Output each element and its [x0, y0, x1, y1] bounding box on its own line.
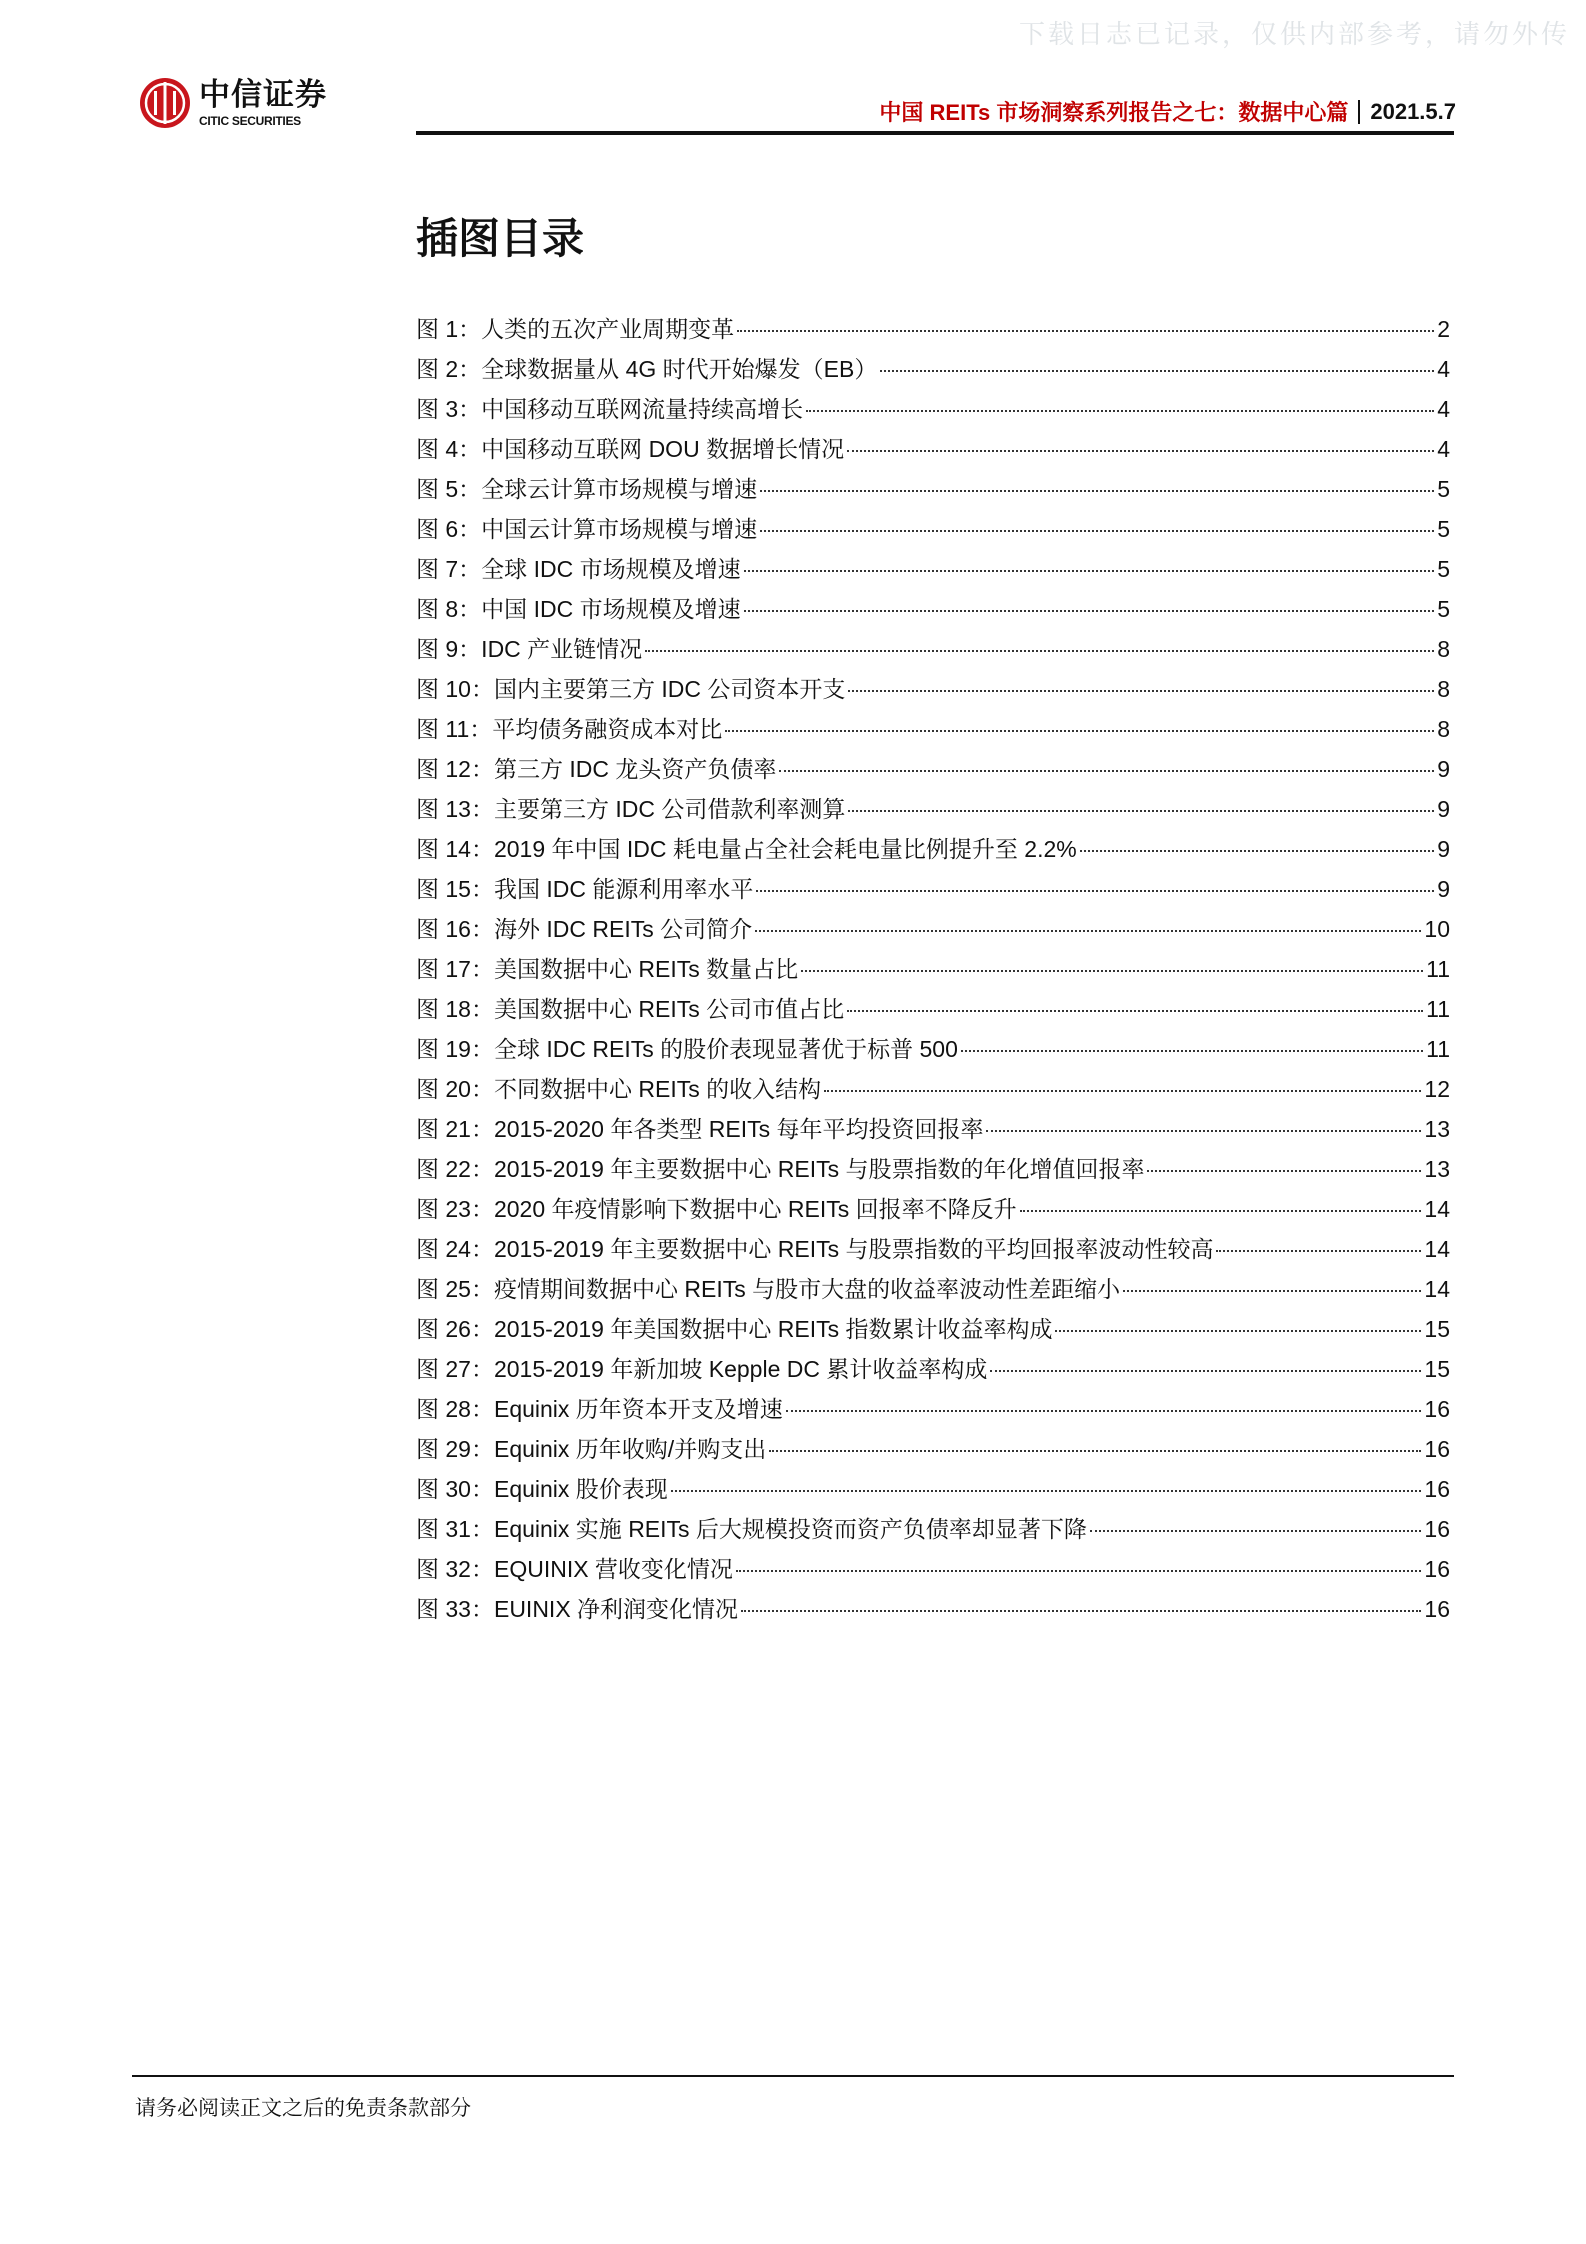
toc-entry[interactable]	[416, 1553, 1450, 1593]
toc-dot-leader	[755, 930, 1421, 932]
citic-logo-icon	[139, 77, 191, 129]
toc-entry-label: 图 26：2015-2019 年美国数据中心 REITs 指数累计收益率构成	[416, 1316, 1053, 1342]
toc-entry[interactable]	[416, 673, 1450, 713]
toc-entry-label: 图 33：EUINIX 净利润变化情况	[416, 1596, 739, 1622]
toc-entry[interactable]	[416, 1033, 1450, 1073]
toc-entry-page: 9	[1437, 756, 1450, 782]
toc-dot-leader	[760, 490, 1434, 492]
toc-dot-leader	[736, 1570, 1421, 1572]
toc-entry-page: 5	[1437, 596, 1450, 622]
toc-dot-leader	[744, 570, 1435, 572]
toc-dot-leader	[760, 530, 1434, 532]
toc-dot-leader	[986, 1130, 1421, 1132]
toc-entry-page: 16	[1424, 1516, 1450, 1542]
toc-entry-label: 图 18：美国数据中心 REITs 公司市值占比	[416, 996, 845, 1022]
toc-entry-page: 9	[1437, 796, 1450, 822]
toc-dot-leader	[990, 1370, 1421, 1372]
toc-entry-label: 图 7：全球 IDC 市场规模及增速	[416, 556, 741, 582]
toc-dot-leader	[671, 1490, 1422, 1492]
toc-dot-leader	[741, 1610, 1421, 1612]
toc-entry[interactable]	[416, 833, 1450, 873]
footer-rule	[132, 2075, 1454, 2077]
toc-entry-page: 14	[1424, 1236, 1450, 1262]
toc-entry[interactable]	[416, 353, 1450, 393]
toc-entry-label: 图 9：IDC 产业链情况	[416, 636, 643, 662]
header-rule	[416, 131, 1454, 135]
toc-entry[interactable]	[416, 953, 1450, 993]
toc-entry-page: 14	[1424, 1276, 1450, 1302]
toc-entry[interactable]	[416, 1313, 1450, 1353]
toc-entry-label: 图 22：2015-2019 年主要数据中心 REITs 与股票指数的年化增值回报率	[416, 1156, 1145, 1182]
toc-dot-leader	[725, 730, 1434, 732]
toc-entry[interactable]	[416, 1513, 1450, 1553]
toc-entry-page: 4	[1437, 436, 1450, 462]
toc-entry-page: 4	[1437, 356, 1450, 382]
toc-entry-label: 图 31：Equinix 实施 REITs 后大规模投资而资产负债率却显著下降	[416, 1516, 1087, 1542]
toc-dot-leader	[1055, 1330, 1421, 1332]
toc-entry-page: 9	[1437, 876, 1450, 902]
footer-disclaimer: 请务必阅读正文之后的免责条款部分	[135, 2097, 471, 2120]
toc-entry[interactable]	[416, 1113, 1450, 1153]
toc-entry-page: 16	[1424, 1476, 1450, 1502]
toc-entry[interactable]	[416, 433, 1450, 473]
report-date: 2021.5.7	[1370, 98, 1456, 124]
toc-entry[interactable]	[416, 1473, 1450, 1513]
toc-entry-label: 图 13：主要第三方 IDC 公司借款利率测算	[416, 796, 846, 822]
toc-entry-label: 图 10：国内主要第三方 IDC 公司资本开支	[416, 676, 846, 702]
toc-dot-leader	[848, 810, 1434, 812]
toc-entry-label: 图 16：海外 IDC REITs 公司简介	[416, 916, 753, 942]
toc-entry[interactable]	[416, 1193, 1450, 1233]
toc-entry-label: 图 30：Equinix 股价表现	[416, 1476, 668, 1502]
toc-entry-page: 15	[1424, 1316, 1450, 1342]
toc-entry-label: 图 8：中国 IDC 市场规模及增速	[416, 596, 741, 622]
toc-entry[interactable]	[416, 873, 1450, 913]
toc-entry[interactable]	[416, 793, 1450, 833]
toc-dot-leader	[824, 1090, 1421, 1092]
toc-entry[interactable]	[416, 913, 1450, 953]
header-separator	[1358, 100, 1360, 124]
toc-entry-label: 图 19：全球 IDC REITs 的股价表现显著优于标普 500	[416, 1036, 958, 1062]
toc-dot-leader	[779, 770, 1434, 772]
toc-entry[interactable]	[416, 313, 1450, 353]
toc-entry-label: 图 27：2015-2019 年新加坡 Kepple DC 累计收益率构成	[416, 1356, 988, 1382]
report-title: 中国 REITs 市场洞察系列报告之七：数据中心篇	[879, 100, 1349, 125]
toc-dot-leader	[744, 610, 1435, 612]
toc-dot-leader	[801, 970, 1423, 972]
toc-entry-label: 图 32：EQUINIX 营收变化情况	[416, 1556, 733, 1582]
toc-dot-leader	[756, 890, 1434, 892]
toc-entry-page: 8	[1437, 676, 1450, 702]
figure-toc	[416, 313, 1450, 1633]
toc-entry-label: 图 15：我国 IDC 能源利用率水平	[416, 876, 754, 902]
toc-entry-page: 2	[1437, 316, 1450, 342]
toc-entry-label: 图 12：第三方 IDC 龙头资产负债率	[416, 756, 777, 782]
logo-en-text: CITIC SECURITIES	[199, 113, 301, 128]
toc-entry-page: 11	[1426, 956, 1450, 982]
toc-entry-page: 16	[1424, 1396, 1450, 1422]
toc-entry[interactable]	[416, 1593, 1450, 1633]
toc-entry-label: 图 23：2020 年疫情影响下数据中心 REITs 回报率不降反升	[416, 1196, 1017, 1222]
toc-entry[interactable]	[416, 993, 1450, 1033]
toc-entry-label: 图 14：2019 年中国 IDC 耗电量占全社会耗电量比例提升至 2.2%	[416, 836, 1077, 862]
toc-entry[interactable]	[416, 593, 1450, 633]
toc-entry-label: 图 24：2015-2019 年主要数据中心 REITs 与股票指数的平均回报率波动性较高	[416, 1236, 1214, 1262]
toc-entry-page: 15	[1424, 1356, 1450, 1382]
toc-entry-page: 16	[1424, 1556, 1450, 1582]
toc-entry-label: 图 21：2015-2020 年各类型 REITs 每年平均投资回报率	[416, 1116, 984, 1142]
toc-entry-page: 5	[1437, 556, 1450, 582]
toc-entry-page: 13	[1424, 1156, 1450, 1182]
toc-dot-leader	[1216, 1250, 1421, 1252]
toc-entry[interactable]	[416, 513, 1450, 553]
report-header	[879, 96, 1456, 127]
toc-entry-page: 14	[1424, 1196, 1450, 1222]
toc-dot-leader	[1147, 1170, 1421, 1172]
toc-entry-label: 图 28：Equinix 历年资本开支及增速	[416, 1396, 783, 1422]
toc-dot-leader	[645, 650, 1434, 652]
toc-entry[interactable]	[416, 633, 1450, 673]
toc-entry-label: 图 29：Equinix 历年收购/并购支出	[416, 1436, 767, 1462]
toc-entry-label: 图 6：中国云计算市场规模与增速	[416, 516, 758, 542]
toc-dot-leader	[880, 370, 1434, 372]
citic-logo	[139, 77, 327, 129]
toc-entry[interactable]	[416, 553, 1450, 593]
toc-dot-leader	[1123, 1290, 1421, 1292]
toc-entry[interactable]	[416, 1073, 1450, 1113]
toc-entry-label: 图 17：美国数据中心 REITs 数量占比	[416, 956, 799, 982]
toc-entry-label: 图 5：全球云计算市场规模与增速	[416, 476, 758, 502]
toc-entry[interactable]	[416, 753, 1450, 793]
toc-dot-leader	[806, 410, 1434, 412]
toc-dot-leader	[961, 1050, 1423, 1052]
toc-entry-page: 12	[1424, 1076, 1450, 1102]
toc-dot-leader	[1020, 1210, 1422, 1212]
toc-entry[interactable]	[416, 1273, 1450, 1313]
toc-entry[interactable]	[416, 1393, 1450, 1433]
toc-entry-label: 图 4：中国移动互联网 DOU 数据增长情况	[416, 436, 845, 462]
toc-dot-leader	[848, 690, 1434, 692]
toc-entry-page: 13	[1424, 1116, 1450, 1142]
toc-dot-leader	[1090, 1530, 1421, 1532]
toc-entry[interactable]	[416, 473, 1450, 513]
toc-entry-label: 图 11：平均债务融资成本对比	[416, 716, 723, 742]
toc-entry-page: 9	[1437, 836, 1450, 862]
toc-entry-page: 10	[1424, 916, 1450, 942]
toc-entry-label: 图 1：人类的五次产业周期变革	[416, 316, 735, 342]
toc-entry[interactable]	[416, 393, 1450, 433]
toc-entry-page: 11	[1426, 996, 1450, 1022]
toc-entry-label: 图 2：全球数据量从 4G 时代开始爆发（EB）	[416, 356, 878, 382]
watermark: 下载日志已记录，仅供内部参考，请勿外传	[1018, 20, 1570, 50]
toc-dot-leader	[769, 1450, 1421, 1452]
toc-entry-page: 5	[1437, 516, 1450, 542]
page-title: 插图目录	[416, 215, 585, 262]
toc-dot-leader	[847, 450, 1434, 452]
toc-entry[interactable]	[416, 713, 1450, 753]
toc-entry-page: 16	[1424, 1436, 1450, 1462]
toc-dot-leader	[786, 1410, 1422, 1412]
logo-cn-text: 中信证券	[199, 76, 327, 113]
toc-entry[interactable]	[416, 1233, 1450, 1273]
toc-entry-page: 16	[1424, 1596, 1450, 1622]
toc-dot-leader	[1080, 850, 1434, 852]
toc-entry-page: 8	[1437, 716, 1450, 742]
toc-entry-page: 11	[1426, 1036, 1450, 1062]
toc-entry-label: 图 25：疫情期间数据中心 REITs 与股市大盘的收益率波动性差距缩小	[416, 1276, 1121, 1302]
toc-entry-page: 8	[1437, 636, 1450, 662]
toc-dot-leader	[737, 330, 1434, 332]
toc-entry-label: 图 3：中国移动互联网流量持续高增长	[416, 396, 804, 422]
toc-dot-leader	[847, 1010, 1423, 1012]
toc-entry-page: 4	[1437, 396, 1450, 422]
toc-entry[interactable]	[416, 1353, 1450, 1393]
toc-entry[interactable]	[416, 1433, 1450, 1473]
toc-entry[interactable]	[416, 1153, 1450, 1193]
toc-entry-label: 图 20：不同数据中心 REITs 的收入结构	[416, 1076, 822, 1102]
toc-entry-page: 5	[1437, 476, 1450, 502]
